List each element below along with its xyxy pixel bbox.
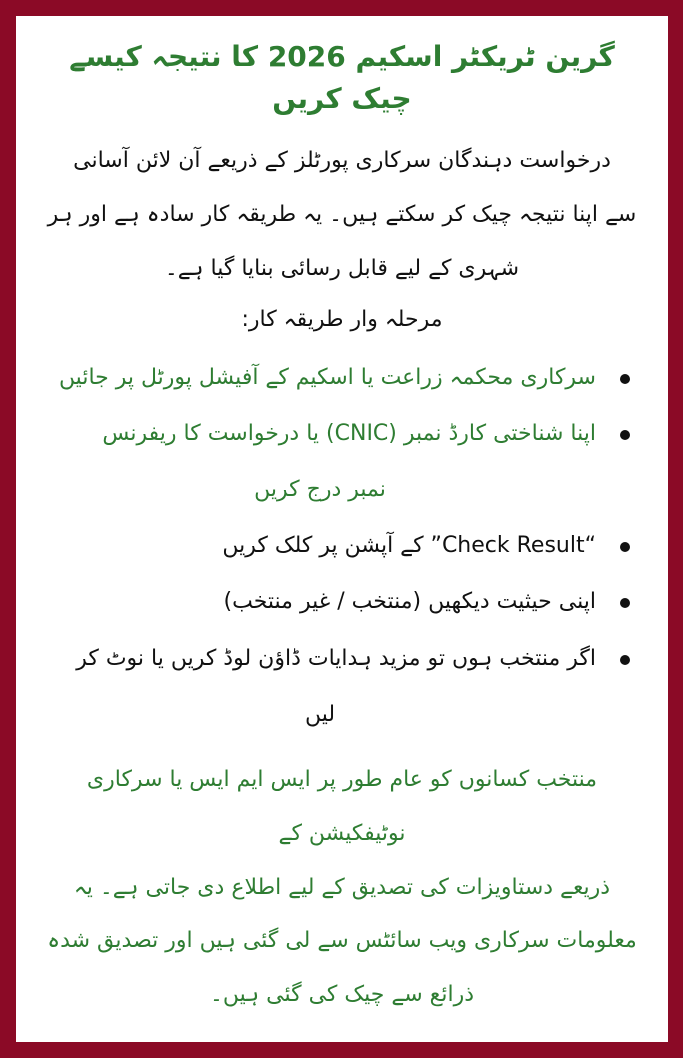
step-3-text: “Check Result” کے آپشن پر کلک کریں (222, 533, 596, 559)
intro-line: شہری کے لیے قابل رسائی بنایا گیا ہے۔ (164, 255, 520, 281)
steps-list (44, 350, 640, 743)
step-5-continued: لیں (304, 701, 336, 727)
step-2-text: اپنا شناختی کارڈ نمبر (CNIC) یا درخواست کا ریفرنس (102, 421, 596, 447)
footer-paragraph (44, 753, 640, 1022)
step-2 (44, 406, 640, 518)
bullet-icon (620, 655, 630, 665)
bullet-icon (620, 542, 630, 552)
bullet-icon (620, 598, 630, 608)
content-panel (16, 16, 668, 1042)
step-1-text: سرکاری محکمہ زراعت یا اسکیم کے آفیشل پورٹل پر جائیں (58, 365, 596, 391)
bullet-icon (620, 374, 630, 384)
step-4 (44, 574, 640, 630)
step-5-text: اگر منتخب ہوں تو مزید ہدایات ڈاؤن لوڈ کریں یا نوٹ کر (76, 645, 596, 671)
page-title: گرین ٹریکٹر اسکیم 2026 کا نتیجہ کیسے چیک کریں (69, 40, 615, 115)
step-5 (44, 631, 640, 743)
footer-line: معلومات سرکاری ویب سائٹس سے لی گئی ہیں اور تصدیق شدہ (47, 928, 637, 954)
step-1 (44, 350, 640, 406)
footer-line: ذریعے دستاویزات کی تصدیق کے لیے اطلاع دی جاتی ہے۔ یہ (73, 874, 611, 900)
intro-line: سے اپنا نتیجہ چیک کر سکتے ہیں۔ یہ طریقہ کار سادہ ہے اور ہر (47, 201, 637, 227)
intro-paragraph (44, 134, 640, 296)
footer-line: ذرائع سے چیک کی گئی ہیں۔ (209, 982, 474, 1008)
bullet-icon (620, 430, 630, 440)
step-3 (44, 518, 640, 574)
step-2-continued: نمبر درج کریں (254, 477, 386, 503)
step-4-text: اپنی حیثیت دیکھیں (منتخب / غیر منتخب) (223, 589, 596, 615)
footer-line: منتخب کسانوں کو عام طور پر ایس ایم ایس یا سرکاری نوٹیفکیشن کے (86, 766, 598, 846)
intro-line: درخواست دہندگان سرکاری پورٹلز کے ذریعے آن لائن آسانی (73, 148, 611, 173)
steps-heading: مرحلہ وار طریقہ کار: (241, 306, 443, 332)
